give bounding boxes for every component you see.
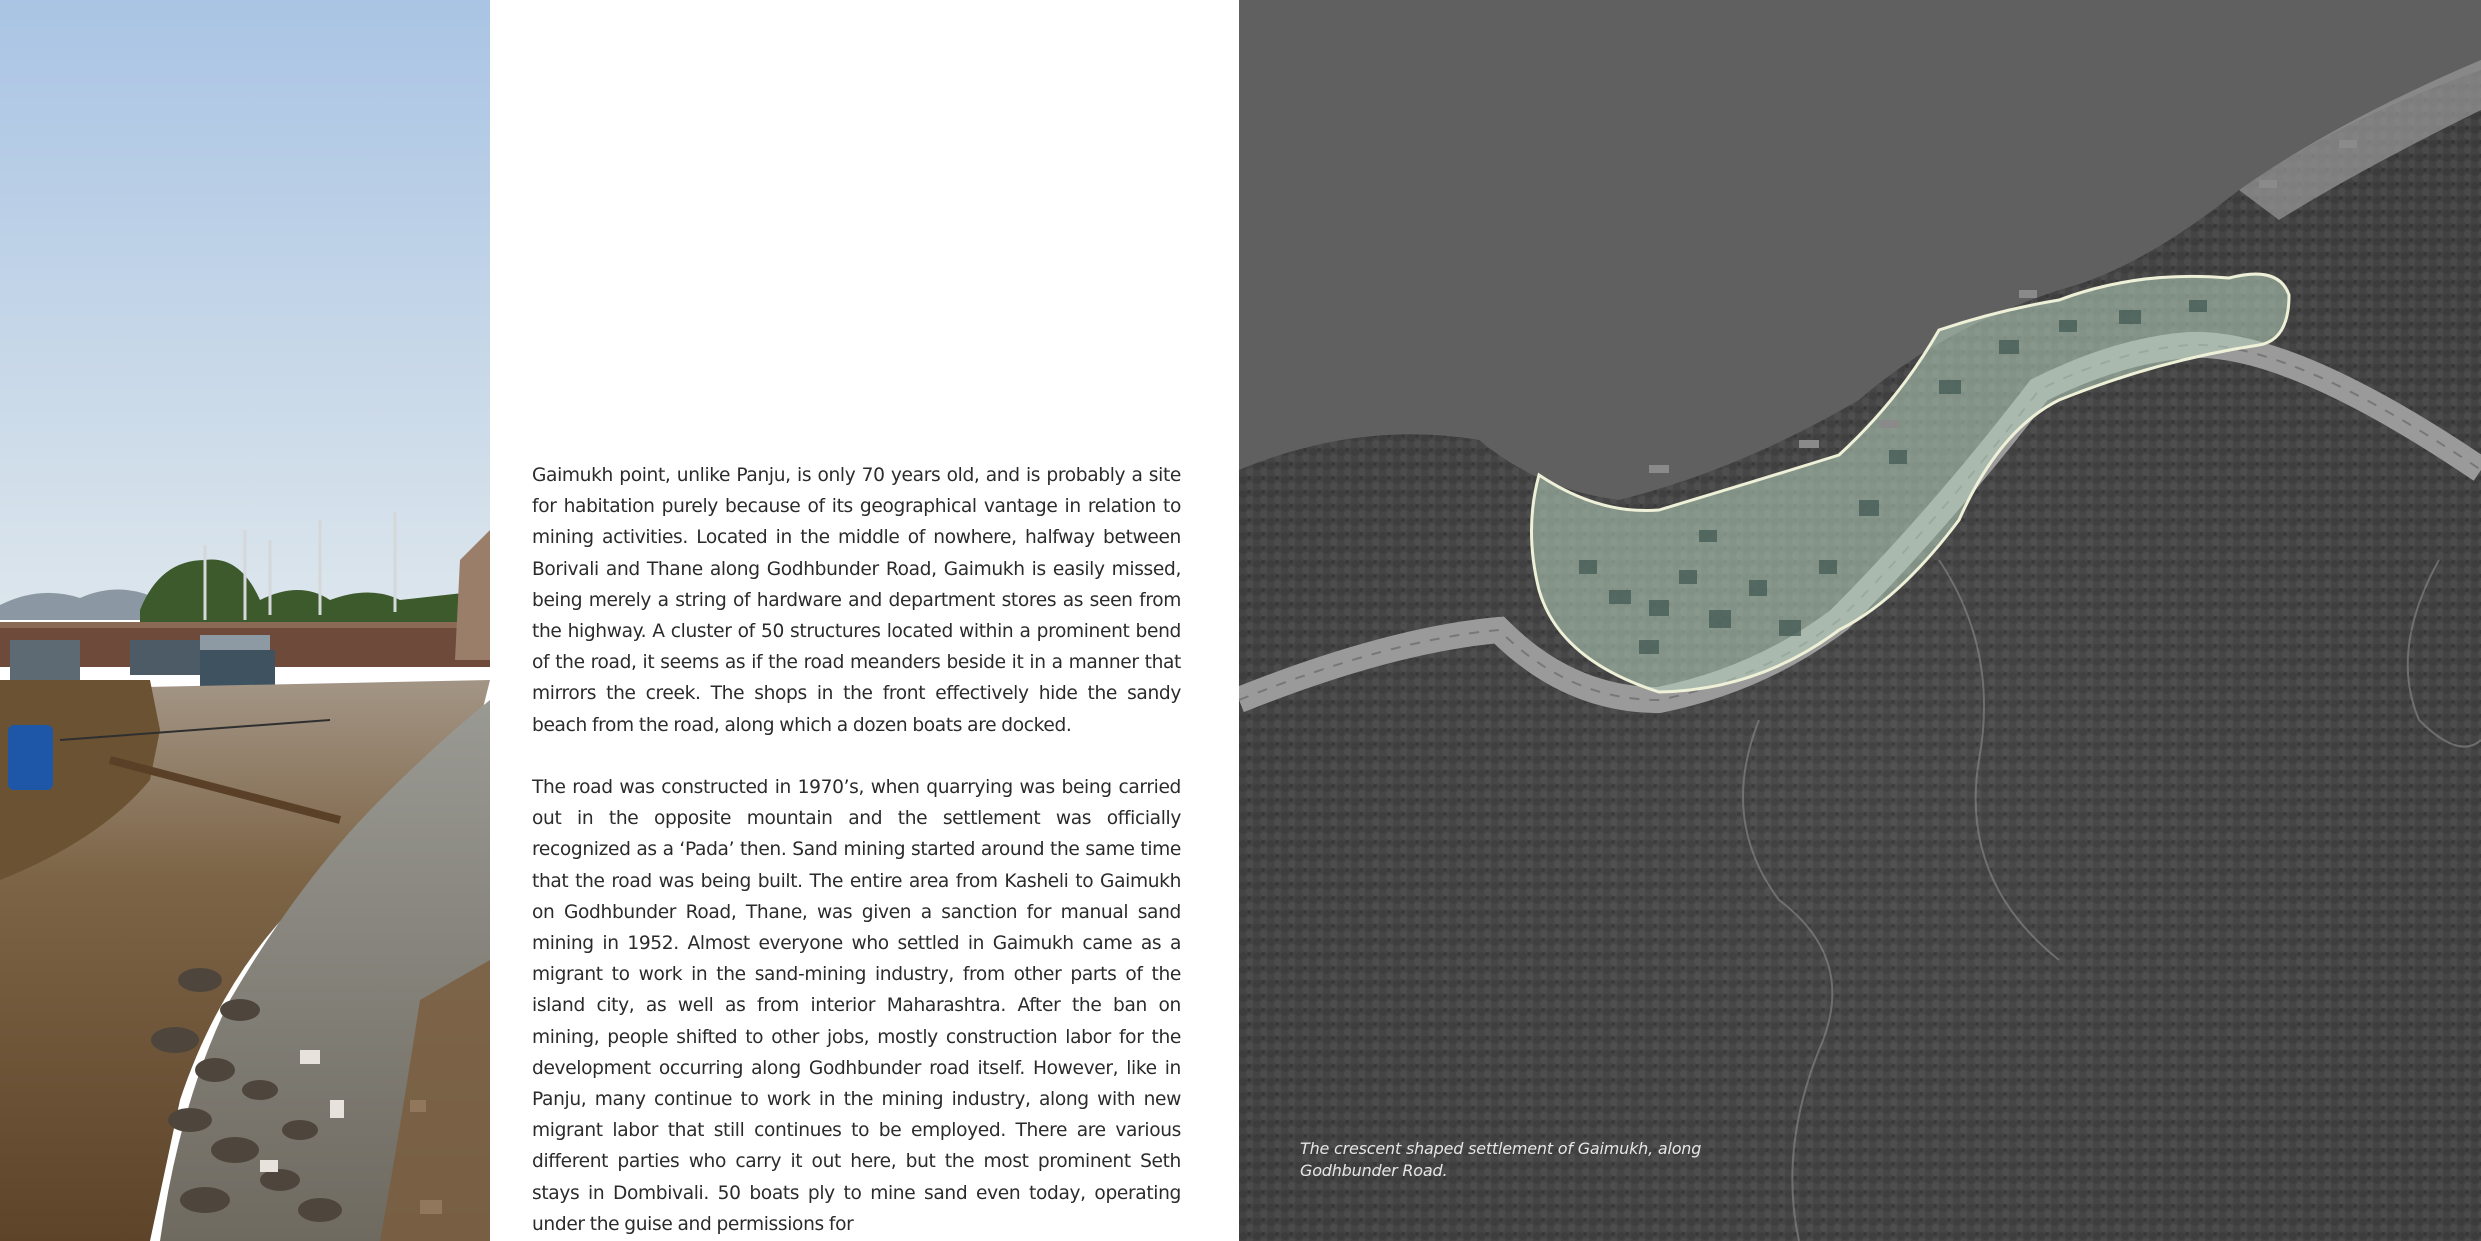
sky bbox=[0, 0, 490, 620]
text-column bbox=[490, 0, 1239, 1241]
blue-barrel bbox=[8, 725, 53, 790]
body-paragraph-1: Gaimukh point, unlike Panju, is only 70 years old, and is probably a site for habitation purely because of its geographical vantage in relation to mining activities. Located in the middle of nowhere, halfway between Borivali and Thane along Godhbunder Road, Gaimukh is easily missed, being merely a string of hardware and department stores as seen from the highway. A cluster of 50 structures located within a prominent bend of the road, it seems as if the road meanders beside it in a manner that mirrors the creek. The shops in the front effectively hide the sandy beach from the road, along which a dozen boats are docked. bbox=[532, 465, 1181, 736]
map-caption: The crescent shaped settlement of Gaimukh, along Godhbunder Road. bbox=[1300, 1139, 1702, 1180]
body-paragraph-2: The road was constructed in 1970’s, when quarrying was being carried out in the opposite mountain and the settlement was officially recognized as a ‘Pada’ then. Sand mining started around the same time that the road was being built. The entire area from Kasheli to Gaimukh on Godhbunder Road, Thane, was given a sanction for manual sand mining in 1952. Almost everyone who settled in Gaimukh came as a migrant to work in the sand-mining industry, from other parts of the island city, as well as from interior Maharashtra. After the ban on mining, people shifted to other jobs, mostly construction labor for the development occurring along Godhbunder road itself. However, like in Panju, many continue to work in the mining industry, along with new migrant labor that still continues to be employed. There are various different parties who carry it out here, but the most prominent Seth stays in Dombivali. 50 boats ply to mine sand even today, operating under the guise and permissions for bbox=[532, 777, 1181, 1235]
creek-photo bbox=[0, 0, 490, 1241]
creek-photo-illustration bbox=[0, 0, 490, 1241]
aerial-map bbox=[1239, 0, 2481, 1241]
aerial-map-illustration bbox=[1239, 0, 2481, 1241]
